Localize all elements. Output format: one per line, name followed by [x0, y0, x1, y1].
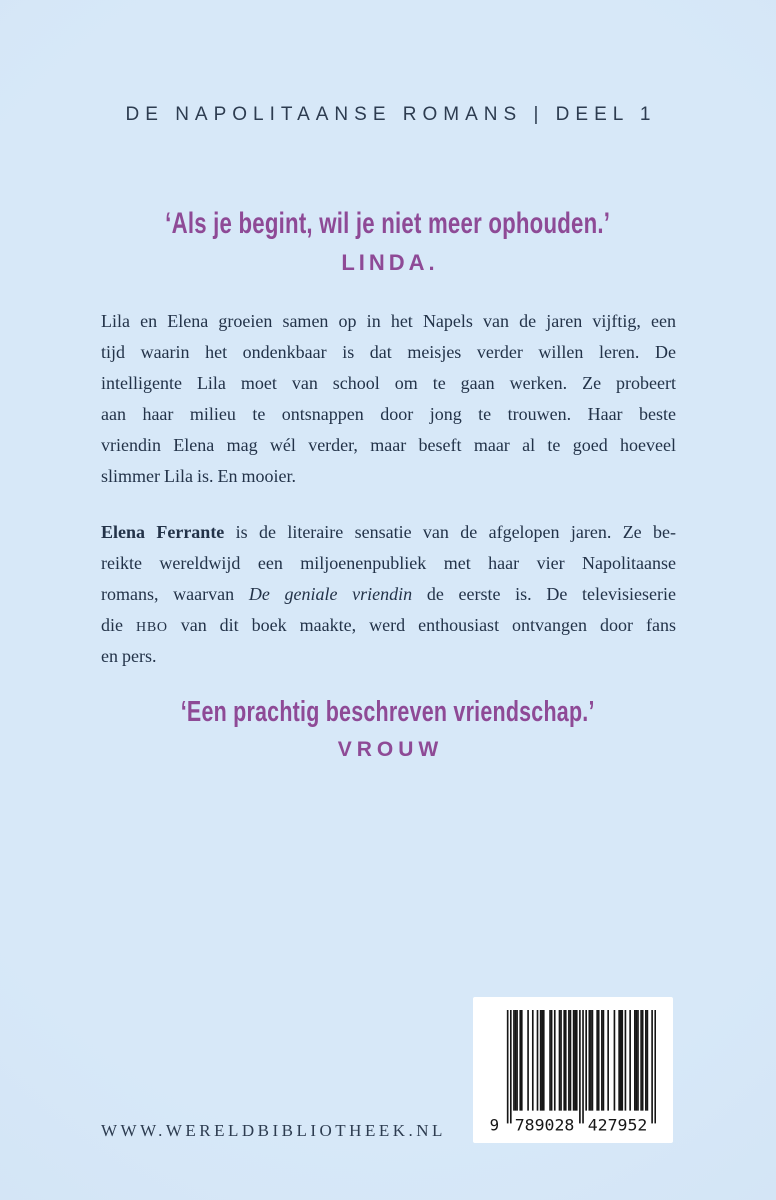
- synopsis-paragraph: [101, 306, 676, 492]
- review-quote-bottom-source: VROUW: [337, 738, 444, 761]
- text-line: vriendin Elena mag wél verder, maar beseft maar al te goed hoeveel: [101, 435, 676, 455]
- text-line: intelligente Lila moet van school om te gaan werken. Ze probeert: [101, 373, 676, 393]
- text-line: Lila en Elena groeien samen op in het Napels van de jaren vijftig, een: [101, 311, 676, 331]
- text-line: Elena Ferrante is de literaire sensatie van de afgelopen jaren. Ze be-: [101, 522, 676, 542]
- barcode-panel: [473, 997, 673, 1143]
- series-title: DE NAPOLITAANSE ROMANS | DEEL 1: [125, 104, 657, 125]
- text-line: slimmer Lila is. En mooier.: [101, 466, 296, 486]
- publisher-website: WWW.WERELDBIBLIOTHEEK.NL: [101, 1121, 446, 1140]
- text-line: die HBO van dit boek maakte, werd enthousiast ontvangen door fans: [101, 615, 676, 635]
- review-quote-top-text: ‘Als je begint, wil je niet meer ophouden.’: [165, 207, 611, 240]
- isbn-digits: 427952: [587, 1115, 648, 1133]
- isbn-digits: 789028: [514, 1115, 575, 1133]
- text-line: en pers.: [101, 646, 157, 666]
- isbn-digits: 9: [489, 1115, 500, 1133]
- review-quote-bottom: [0, 696, 776, 729]
- ean-barcode: [488, 1010, 656, 1133]
- text-line: tijd waarin het ondenkbaar is dat meisjes verder willen leren. De: [101, 342, 676, 362]
- text-line: aan haar milieu te ontsnappen door jong te trouwen. Haar beste: [101, 404, 676, 424]
- author-bio-paragraph: [101, 517, 676, 672]
- review-quote-top: [0, 207, 776, 241]
- review-quote-top-source: LINDA.: [341, 250, 439, 275]
- review-quote-bottom-text: ‘Een prachtig beschreven vriendschap.’: [181, 696, 595, 728]
- text-line: reikte wereldwijd een miljoenenpubliek met haar vier Napolitaanse: [101, 553, 676, 573]
- text-line: romans, waarvan De geniale vriendin de eerste is. De televisieserie: [101, 584, 676, 604]
